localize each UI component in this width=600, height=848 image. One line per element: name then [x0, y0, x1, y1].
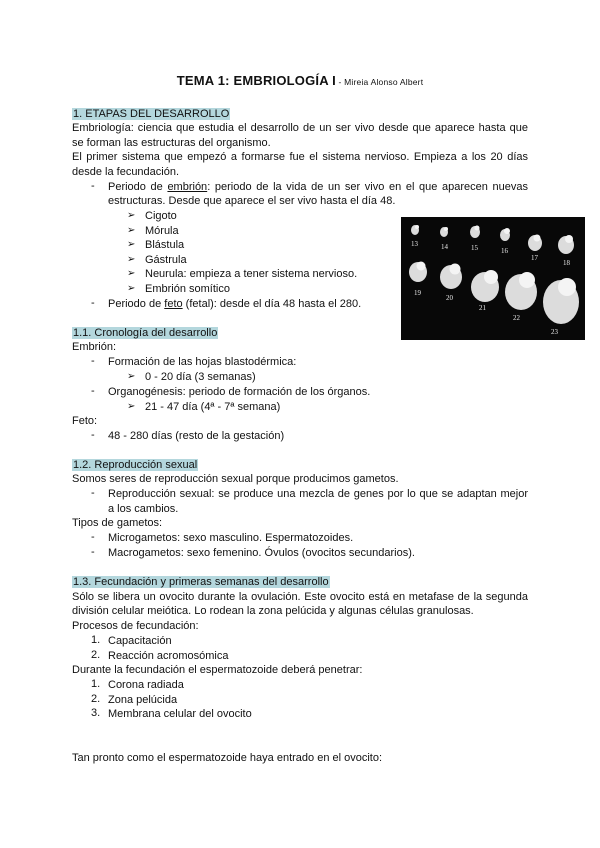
bullet-dash: -: [91, 385, 95, 397]
list-number: 2.: [91, 692, 101, 705]
paragraph-line: El primer sistema que empezó a formarse fue el sistema nervioso. Empieza a los 20 días: [72, 151, 528, 163]
list-item: Membrana celular del ovocito: [108, 708, 252, 721]
embryo-label-23: 23: [551, 328, 558, 336]
embryo-label-20: 20: [446, 294, 453, 302]
author-name: Mireia Alonso Albert: [344, 77, 424, 87]
bullet-text: Periodo de: [108, 298, 165, 310]
bullet-item-continuation: estructuras. Desde que aparece el ser vivo hasta el día 48.: [108, 195, 396, 207]
arrow-bullet-icon: ➢: [127, 371, 136, 382]
bullet-item-continuation: a los cambios.: [108, 503, 179, 515]
bullet-text: Periodo de: [108, 181, 168, 193]
bullet-dash: -: [91, 355, 95, 367]
arrow-bullet-icon: ➢: [127, 210, 136, 221]
bullet-item-embrion: [108, 180, 528, 194]
arrow-bullet-icon: ➢: [127, 401, 136, 412]
embryo-label-21: 21: [479, 304, 486, 312]
list-number: 1.: [91, 634, 101, 646]
paragraph-line: Sólo se libera un ovocito durante la ovulación. Este ovocito está en metafase de la segunda: [72, 591, 528, 603]
section-1-2-heading-text: 1.2. Reproducción sexual: [73, 459, 198, 471]
arrow-bullet-icon: ➢: [127, 239, 136, 250]
embryo-label-15: 15: [471, 244, 478, 252]
title-main: TEMA 1: EMBRIOLOGÍA I: [176, 73, 336, 88]
label-embrion: Embrión:: [72, 341, 117, 353]
label-feto: Feto:: [72, 415, 98, 427]
paragraph-line: desde la fecundación.: [72, 166, 180, 178]
list-number: 2.: [91, 648, 101, 661]
bullet-dash: -: [91, 429, 95, 441]
stage-item: Neurula: empieza a tener sistema nervioso.: [145, 268, 358, 280]
list-number: 3.: [91, 707, 101, 720]
embryo-label-18: 18: [563, 259, 570, 267]
section-1-heading-text: 1. ETAPAS DEL DESARROLLO: [73, 108, 230, 120]
bullet-item: Reproducción sexual: se produce una mezcla de genes por lo que se adaptan mejor: [108, 488, 528, 500]
embryo-illustration: [401, 217, 585, 340]
paragraph-line: Somos seres de reproducción sexual porque producimos gametos.: [72, 473, 399, 485]
term-feto: feto: [164, 298, 183, 310]
bullet-text: : periodo de la vida de un ser vivo en el que aparecen nuevas: [207, 181, 529, 193]
term-embrion: embrión: [167, 181, 208, 193]
title-separator: -: [335, 77, 345, 87]
paragraph-line: se forman las estructuras del organismo.: [72, 137, 271, 149]
bullet-dash: -: [91, 180, 95, 192]
label-durante: Durante la fecundación el espermatozoide deberá penetrar:: [72, 664, 363, 676]
stage-item: Mórula: [145, 225, 179, 237]
list-item: Corona radiada: [108, 679, 184, 691]
bullet-item: Microgametos: sexo masculino. Espermatozoides.: [108, 532, 354, 544]
embryo-stages-photo: [401, 217, 585, 340]
list-item: Capacitación: [108, 635, 172, 647]
bullet-dash: -: [91, 546, 95, 558]
stage-item: Gástrula: [145, 254, 187, 266]
arrow-bullet-icon: ➢: [127, 225, 136, 236]
bullet-item: 48 - 280 días (resto de la gestación): [108, 430, 285, 442]
arrow-bullet-icon: ➢: [127, 268, 136, 279]
embryo-label-17: 17: [531, 254, 538, 262]
embryo-label-16: 16: [501, 247, 508, 255]
embryo-label-13: 13: [411, 240, 418, 248]
label-procesos: Procesos de fecundación:: [72, 620, 199, 632]
list-number: 1.: [91, 678, 101, 690]
paragraph-line: Embriología: ciencia que estudia el desarrollo de un ser vivo desde que aparece hasta que: [72, 122, 528, 134]
bullet-item: Formación de las hojas blastodérmica:: [108, 356, 297, 368]
stage-item: Embrión somítico: [145, 283, 230, 295]
list-item: Zona pelúcida: [108, 693, 178, 706]
label-tipos: Tipos de gametos:: [72, 517, 163, 529]
bullet-text: (fetal): desde el día 48 hasta el 280.: [182, 298, 362, 310]
bullet-dash: -: [91, 531, 95, 543]
sub-bullet-item: 0 - 20 día (3 semanas): [145, 371, 256, 383]
section-1-3-heading: [72, 575, 330, 589]
bullet-item-feto: [108, 297, 361, 311]
embryo-label-19: 19: [414, 289, 421, 297]
arrow-bullet-icon: ➢: [127, 283, 136, 294]
paragraph-line: Tan pronto como el espermatozoide haya entrado en el ovocito:: [72, 752, 383, 764]
arrow-bullet-icon: ➢: [127, 254, 136, 265]
section-1-1-heading-text: 1.1. Cronología del desarrollo: [73, 327, 218, 339]
document-title: [0, 73, 600, 88]
stage-item: Blástula: [145, 239, 185, 251]
embryo-label-22: 22: [513, 314, 520, 322]
section-1-heading: [72, 107, 230, 121]
paragraph-line: división celular meiótica. Lo rodean la zona pelúcida y algunas células granulosas.: [72, 605, 474, 617]
bullet-dash: -: [91, 297, 95, 309]
bullet-dash: -: [91, 487, 95, 499]
section-1-3-heading-text: 1.3. Fecundación y primeras semanas del desarrollo: [73, 576, 329, 588]
bullet-item: Macrogametos: sexo femenino. Óvulos (ovocitos secundarios).: [108, 547, 415, 559]
section-1-2-heading: [72, 458, 198, 472]
bullet-item: Organogénesis: periodo de formación de los órganos.: [108, 386, 371, 398]
sub-bullet-item: 21 - 47 día (4ª - 7ª semana): [145, 401, 281, 413]
section-1-1-heading: [72, 326, 218, 340]
embryo-label-14: 14: [441, 243, 448, 251]
list-item: Reacción acromosómica: [108, 649, 229, 662]
stage-item: Cigoto: [145, 210, 177, 222]
